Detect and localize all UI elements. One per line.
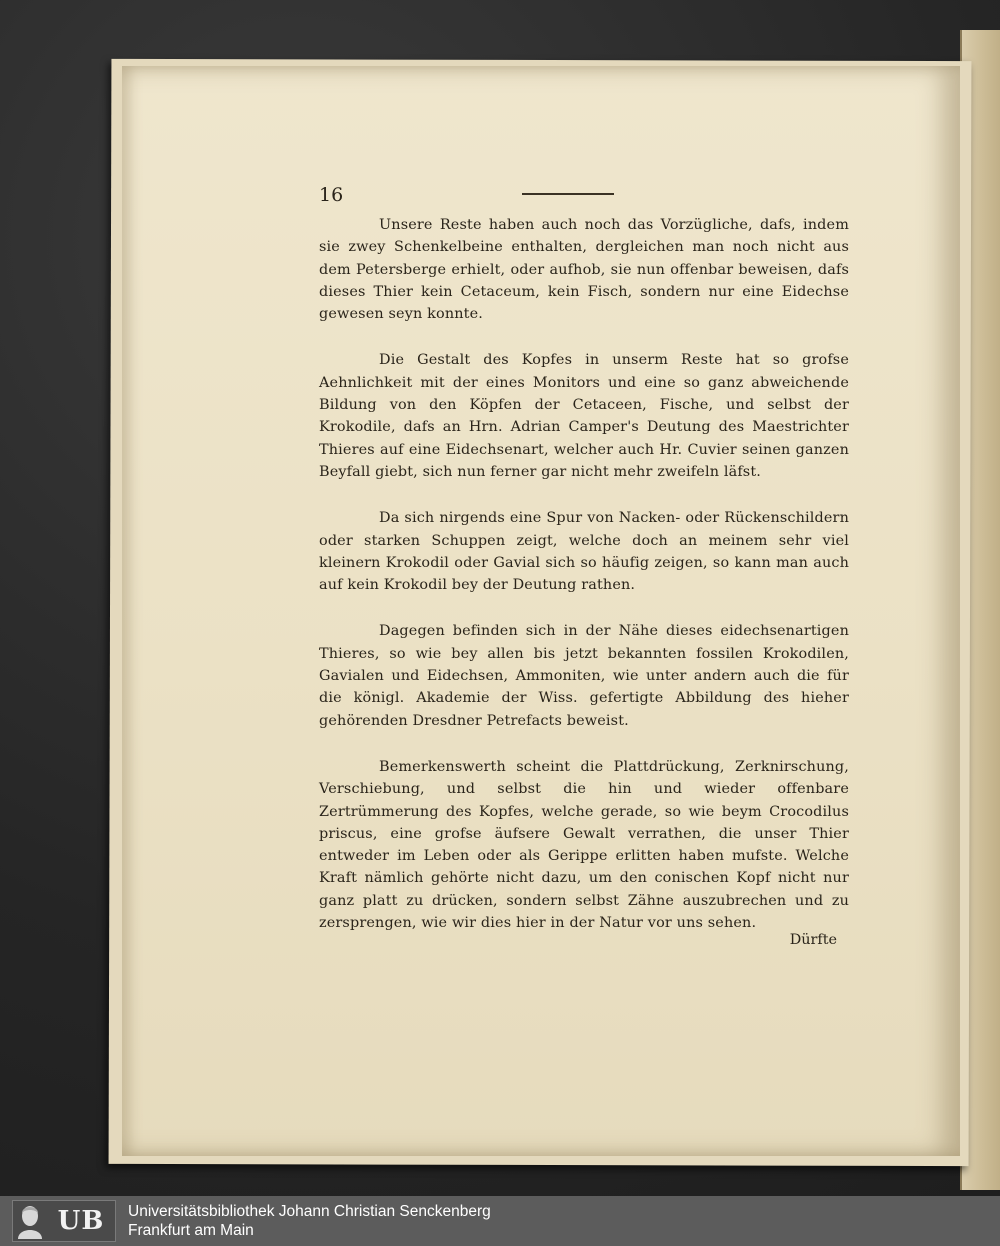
ub-logo-text: UB — [57, 1206, 105, 1236]
paragraph-3: Da sich nirgends eine Spur von Nacken- oder Rückenschildern oder starken Schuppen zeigt, welche doch an meinem sehr viel kleinern Krokodil oder Gavial sich so häufig zeigen, so kann man auch auf kein Krokodil bey der Deutung rathen. — [319, 510, 849, 594]
portrait-icon — [13, 1202, 47, 1240]
library-location: Frankfurt am Main — [128, 1222, 254, 1239]
header-rule — [522, 193, 614, 195]
library-name: Universitätsbibliothek Johann Christian Senckenberg — [128, 1203, 491, 1220]
paragraph-4: Dagegen befinden sich in der Nähe dieses eidechsenartigen Thieres, so wie bey allen bis jetzt bekannten fossilen Krokodilen, Gavialen und Eidechsen, Ammoniten, wie unter andern auch die für die königl. Akademie der Wiss. gefertigte Abbildung des hieher gehörenden Dresdner Petrefacts beweist. — [319, 623, 849, 729]
page-number: 16 — [319, 184, 344, 206]
ub-logo[interactable] — [12, 1200, 116, 1242]
page-content — [319, 66, 859, 1156]
footer-text — [128, 1202, 491, 1240]
book-page — [122, 66, 960, 1156]
body-text — [319, 214, 849, 958]
paragraph-2: Die Gestalt des Kopfes in unserm Reste hat so grofse Aehnlichkeit mit der eines Monitors und eine so ganz abweichende Bildung von den Köpfen der Cetaceen, Fische, und selbst der Krokodile, dafs an Hrn. Adrian Camper's Deutung des Maestrichter Thieres auf eine Eidechsenart, welcher auch Hr. Cuvier seinen ganzen Beyfall giebt, sich nun ferner gar nicht mehr zweifeln läfst. — [319, 352, 849, 480]
catchword: Dürfte — [789, 932, 837, 948]
library-footer — [0, 1196, 1000, 1246]
paragraph-5: Bemerkenswerth scheint die Plattdrückung, Zerknirschung, Verschiebung, und selbst die hin und wieder offenbare Zertrümmerung des Kopfes, welche gerade, so wie beym Crocodilus priscus, eine grofse äufsere Gewalt verrathen, die unser Thier entweder im Leben oder als Gerippe erlitten haben mufste. Welche Kraft nämlich gehörte nicht dazu, um den conischen Kopf nicht nur ganz platt zu drücken, sondern selbst Zähne auszubrechen und zu zersprengen, wie wir dies hier in der Natur vor uns sehen. — [319, 758, 849, 932]
paragraph-1: Unsere Reste haben auch noch das Vorzügliche, dafs, indem sie zwey Schenkelbeine enthalten, dergleichen man noch nicht aus dem Petersberge erhielt, oder aufhob, sie nun offenbar beweisen, dafs dieses Thier kein Cetaceum, kein Fisch, sondern nur eine Eidechse gewesen seyn konnte. — [319, 217, 849, 323]
